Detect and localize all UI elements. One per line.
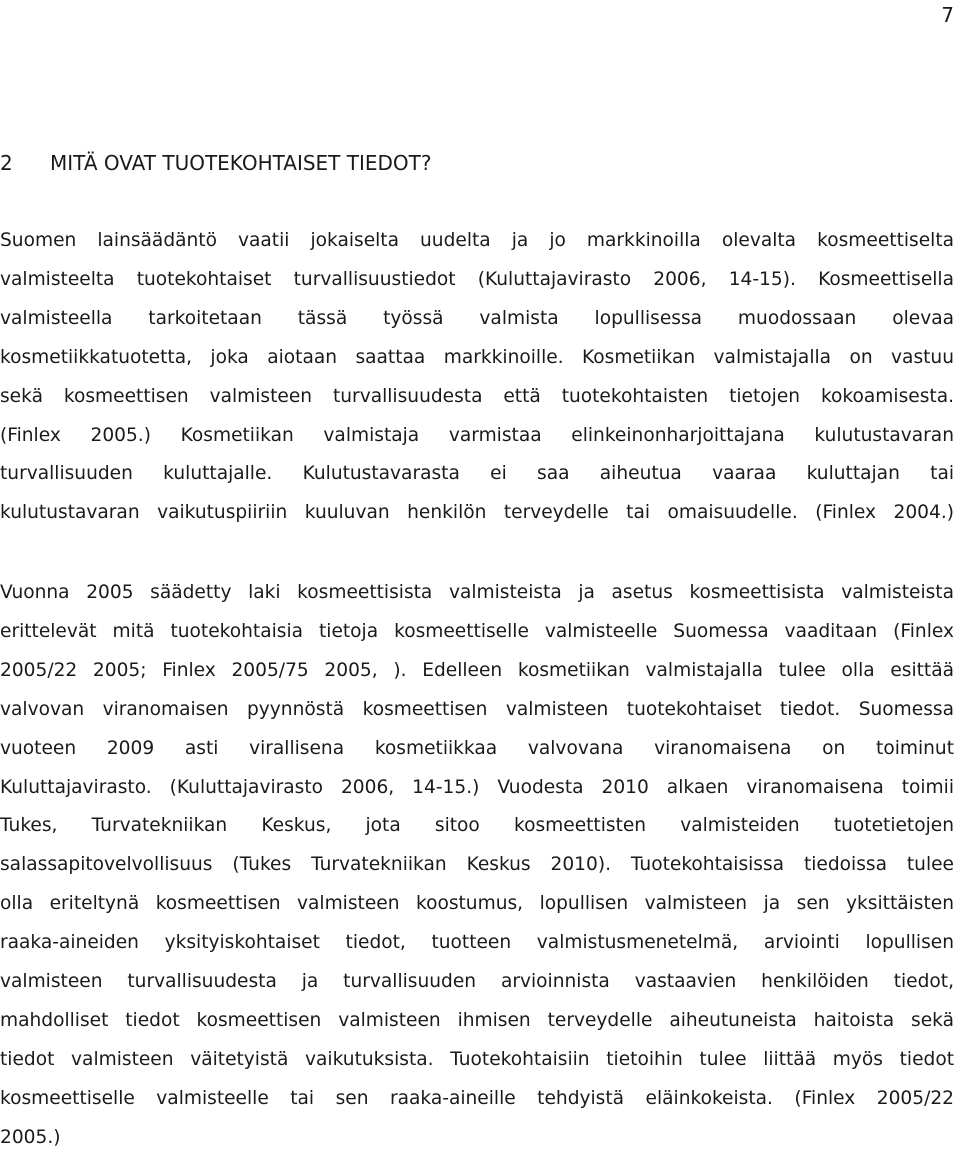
paragraph-line: vuoteen 2009 asti virallisena kosmetiikkaa valvovana viranomaisena on toiminut — [0, 737, 954, 759]
paragraph-line: tiedot valmisteen väitetyistä vaikutuksista. Tuotekohtaisiin tietoihin tulee liittää myös tiedot — [0, 1048, 954, 1070]
section-heading — [0, 148, 431, 178]
paragraph-line: raaka-aineiden yksityiskohtaiset tiedot, tuotteen valmistusmenetelmä, arviointi lopullisen — [0, 932, 954, 954]
paragraph-line: 2005/22 2005; Finlex 2005/75 2005, ). Edelleen kosmetiikan valmistajalla tulee olla esittää — [0, 659, 954, 681]
paragraph-line: Vuonna 2005 säädetty laki kosmeettisista valmisteista ja asetus kosmeettisista valmisteista — [0, 582, 954, 603]
paragraph-line: kosmetiikkatuotetta, joka aiotaan saattaa markkinoille. Kosmetiikan valmistajalla on vastuu — [0, 346, 954, 368]
section-title: MITÄ OVAT TUOTEKOHTAISET TIEDOT? — [50, 151, 432, 175]
paragraph-line: kosmeettiselle valmisteelle tai sen raaka-aineille tehdyistä eläinkokeista. (Finlex 2005/22 — [0, 1087, 954, 1109]
paragraph-line: turvallisuuden kuluttajalle. Kulutustavarasta ei saa aiheutua vaaraa kuluttajan tai — [0, 463, 954, 485]
paragraph-line: Tukes, Turvatekniikan Keskus, jota sitoo kosmeettisten valmisteiden tuotetietojen — [0, 815, 954, 837]
paragraph-line: sekä kosmeettisen valmisteen turvallisuudesta että tuotekohtaisten tietojen kokoamisesta. — [0, 385, 954, 407]
paragraph-line: erittelevät mitä tuotekohtaisia tietoja kosmeettiselle valmisteelle Suomessa vaaditaan (Finlex — [0, 620, 954, 642]
paragraph-line: Suomen lainsäädäntö vaatii jokaiselta uudelta ja jo markkinoilla olevalta kosmeettiselta — [0, 230, 954, 251]
paragraph-2 — [0, 574, 954, 1158]
paragraph-1 — [0, 222, 954, 533]
section-number: 2 — [0, 151, 13, 175]
paragraph-line: valmisteen turvallisuudesta ja turvallisuuden arvioinnista vastaavien henkilöiden tiedot, — [0, 971, 954, 993]
paragraph-line: mahdolliset tiedot kosmeettisen valmisteen ihmisen terveydelle aiheutuneista haitoista sekä — [0, 1009, 954, 1031]
paragraph-line: olla eriteltynä kosmeettisen valmisteen koostumus, lopullisen valmisteen ja sen yksittäisten — [0, 893, 954, 915]
page-number: 7 — [941, 3, 954, 27]
paragraph-line: valmisteelta tuotekohtaiset turvallisuustiedot (Kuluttajavirasto 2006, 14-15). Kosmeettisella — [0, 268, 954, 290]
paragraph-line: salassapitovelvollisuus (Tukes Turvatekniikan Keskus 2010). Tuotekohtaisissa tiedoissa tulee — [0, 854, 954, 876]
paragraph-line: kulutustavaran vaikutuspiiriin kuuluvan henkilön terveydelle tai omaisuudelle. (Finlex 2004.) — [0, 502, 954, 524]
paragraph-line: Kuluttajavirasto. (Kuluttajavirasto 2006, 14-15.) Vuodesta 2010 alkaen viranomaisena toimii — [0, 776, 954, 798]
paragraph-line: valvovan viranomaisen pyynnöstä kosmeettisen valmisteen tuotekohtaiset tiedot. Suomessa — [0, 698, 954, 720]
paragraph-line: (Finlex 2005.) Kosmetiikan valmistaja varmistaa elinkeinonharjoittajana kulutustavaran — [0, 424, 954, 446]
paragraph-line: valmisteella tarkoitetaan tässä työssä valmista lopullisessa muodossaan olevaa — [0, 307, 954, 329]
paragraph-line: 2005.) — [0, 1126, 61, 1148]
